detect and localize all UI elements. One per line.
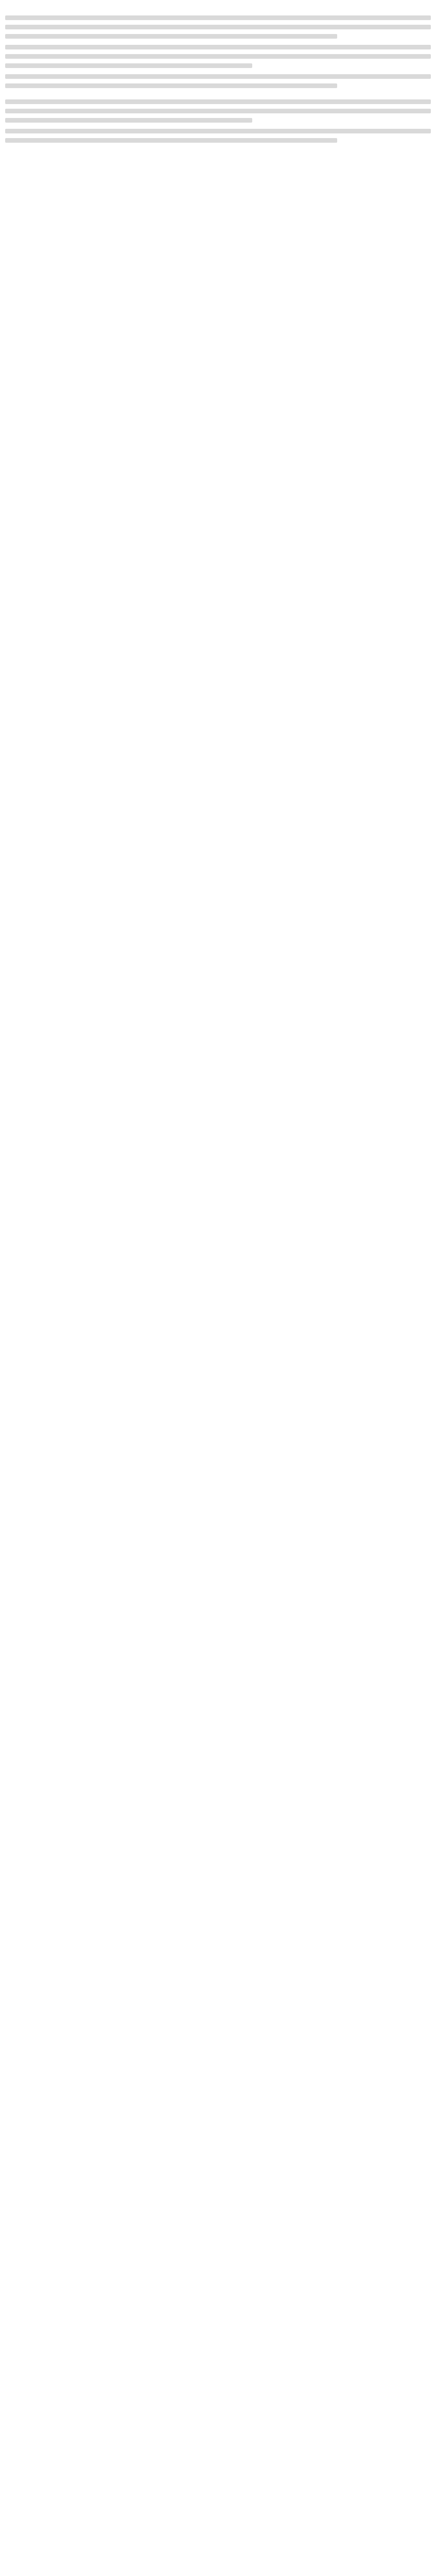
text-line — [5, 74, 431, 79]
text-block-4 — [5, 99, 431, 123]
text-line — [5, 63, 252, 68]
text-line — [5, 25, 431, 29]
text-block-2 — [5, 45, 431, 68]
text-block-5 — [5, 129, 431, 143]
text-block-3 — [5, 74, 431, 88]
text-line — [5, 129, 431, 133]
text-line — [5, 138, 337, 143]
text-line — [5, 99, 431, 104]
text-line — [5, 15, 431, 20]
text-line — [5, 83, 337, 88]
text-line — [5, 54, 431, 59]
document-body — [5, 15, 431, 143]
text-line — [5, 118, 252, 123]
text-line — [5, 34, 337, 39]
text-block-1 — [5, 15, 431, 39]
text-line — [5, 45, 431, 49]
document-header — [5, 0, 431, 4]
text-line — [5, 109, 431, 113]
